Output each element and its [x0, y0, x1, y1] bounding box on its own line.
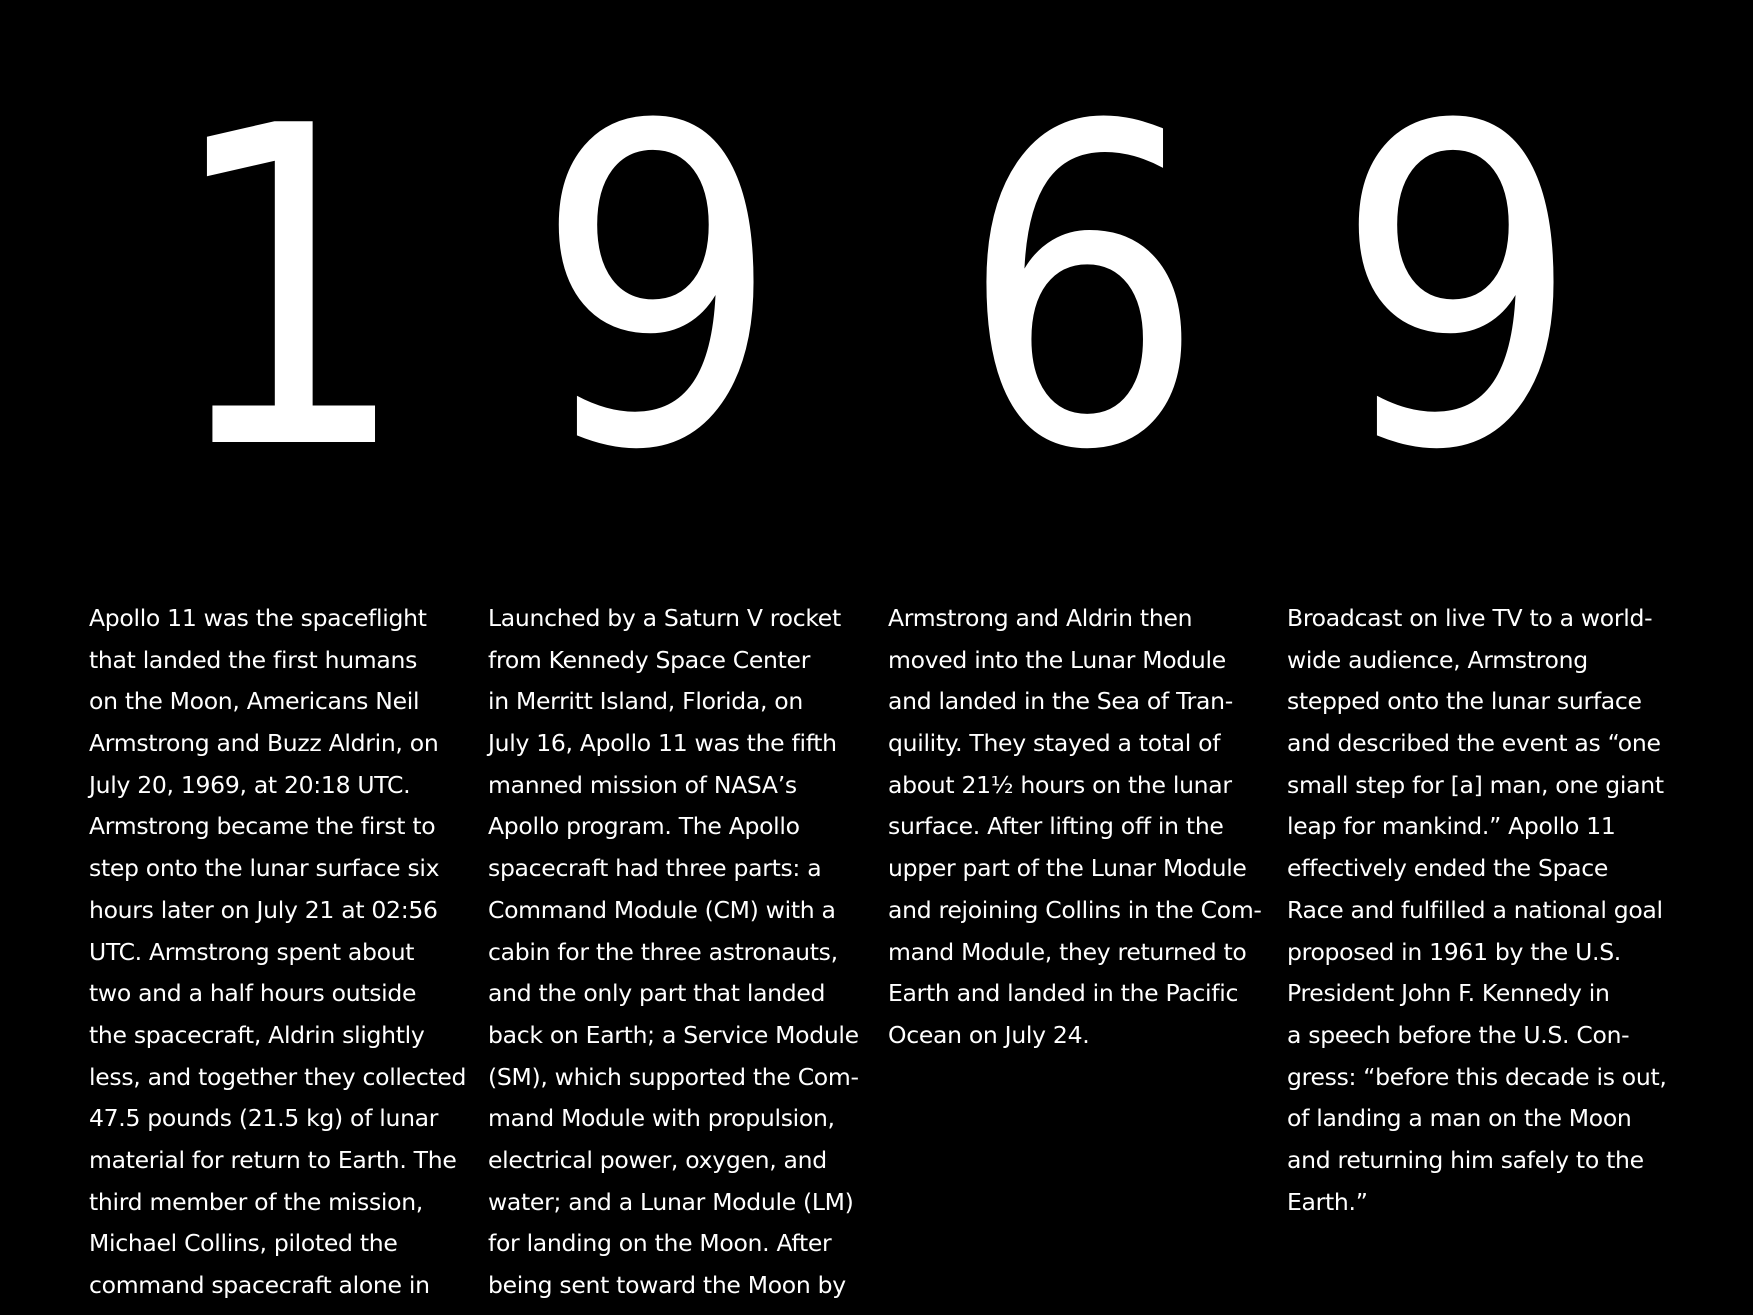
text-line: Apollo program. The Apollo: [488, 812, 800, 841]
text-line: Launched by a Saturn V rocket: [488, 604, 841, 632]
text-line: small step for [a] man, one giant: [1287, 770, 1664, 799]
text-line: and the only part that landed: [488, 979, 826, 1008]
text-line: material for return to Earth. The: [89, 1145, 457, 1174]
text-line: third member of the mission,: [89, 1187, 423, 1216]
text-line: of landing a man on the Moon: [1287, 1104, 1632, 1133]
text-line: water; and a Lunar Module (LM): [488, 1187, 854, 1216]
text-line: manned mission of NASA’s: [488, 770, 797, 799]
text-line: being sent toward the Moon by: [488, 1271, 846, 1299]
text-line: Earth.”: [1287, 1187, 1368, 1216]
text-line: gress: “before this decade is out,: [1287, 1062, 1667, 1091]
text-line: President John F. Kennedy in: [1287, 979, 1610, 1008]
text-line: about 21½ hours on the lunar: [888, 770, 1232, 799]
text-line: Broadcast on live TV to a world-: [1287, 604, 1653, 632]
text-line: Apollo 11 was the spaceflight: [89, 604, 427, 632]
year-digit-4: 9: [1334, 34, 1581, 546]
text-line: mand Module, they returned to: [888, 937, 1247, 966]
text-line: quility. They stayed a total of: [888, 729, 1221, 758]
text-line: effectively ended the Space: [1287, 854, 1609, 883]
text-line: 47.5 pounds (21.5 kg) of lunar: [89, 1104, 439, 1133]
text-line: Ocean on July 24.: [888, 1020, 1090, 1049]
text-line: in Merritt Island, Florida, on: [488, 687, 803, 716]
text-line: command spacecraft alone in: [89, 1271, 430, 1299]
text-line: back on Earth; a Service Module: [488, 1020, 859, 1049]
text-column-4: [1287, 598, 1667, 1223]
text-line: Command Module (CM) with a: [488, 895, 836, 924]
text-line: Armstrong and Aldrin then: [888, 604, 1193, 632]
text-line: and rejoining Collins in the Com-: [888, 895, 1262, 924]
text-line: Earth and landed in the Pacific: [888, 979, 1239, 1008]
text-line: for landing on the Moon. After: [488, 1229, 832, 1258]
text-column-2: [488, 598, 868, 1307]
text-line: proposed in 1961 by the U.S.: [1287, 937, 1621, 966]
text-line: two and a half hours outside: [89, 979, 417, 1008]
text-line: that landed the first humans: [89, 645, 418, 674]
text-line: July 16, Apollo 11 was the fifth: [488, 729, 837, 758]
text-line: mand Module with propulsion,: [488, 1104, 835, 1133]
year-digit-2: 9: [534, 34, 781, 546]
text-line: on the Moon, Americans Neil: [89, 687, 420, 716]
text-line: leap for mankind.” Apollo 11: [1287, 812, 1616, 841]
text-line: moved into the Lunar Module: [888, 645, 1226, 674]
text-column-3: [888, 598, 1268, 1057]
text-line: stepped onto the lunar surface: [1287, 687, 1642, 716]
text-line: wide audience, Armstrong: [1287, 645, 1588, 674]
text-line: Armstrong became the first to: [89, 812, 436, 841]
text-line: less, and together they collected: [89, 1062, 467, 1091]
text-line: upper part of the Lunar Module: [888, 854, 1247, 883]
text-line: a speech before the U.S. Con-: [1287, 1020, 1630, 1049]
text-column-1: [89, 598, 469, 1307]
text-line: step onto the lunar surface six: [89, 854, 440, 883]
text-line: from Kennedy Space Center: [488, 645, 811, 674]
text-line: spacecraft had three parts: a: [488, 854, 822, 883]
text-line: UTC. Armstrong spent about: [89, 937, 415, 966]
text-line: the spacecraft, Aldrin slightly: [89, 1020, 425, 1049]
text-line: cabin for the three astronauts,: [488, 937, 838, 966]
text-line: and landed in the Sea of Tran-: [888, 687, 1233, 716]
text-line: hours later on July 21 at 02:56: [89, 895, 438, 924]
year-digit-3: 6: [959, 34, 1206, 546]
text-line: Race and fulfilled a national goal: [1287, 895, 1663, 924]
text-line: surface. After lifting off in the: [888, 812, 1224, 841]
text-line: and returning him safely to the: [1287, 1145, 1644, 1174]
text-line: Armstrong and Buzz Aldrin, on: [89, 729, 439, 758]
year-digit-1: 1: [164, 34, 411, 546]
text-line: July 20, 1969, at 20:18 UTC.: [89, 770, 411, 799]
text-line: and described the event as “one: [1287, 729, 1661, 758]
text-line: Michael Collins, piloted the: [89, 1229, 398, 1258]
text-line: electrical power, oxygen, and: [488, 1145, 827, 1174]
text-line: (SM), which supported the Com-: [488, 1062, 859, 1091]
